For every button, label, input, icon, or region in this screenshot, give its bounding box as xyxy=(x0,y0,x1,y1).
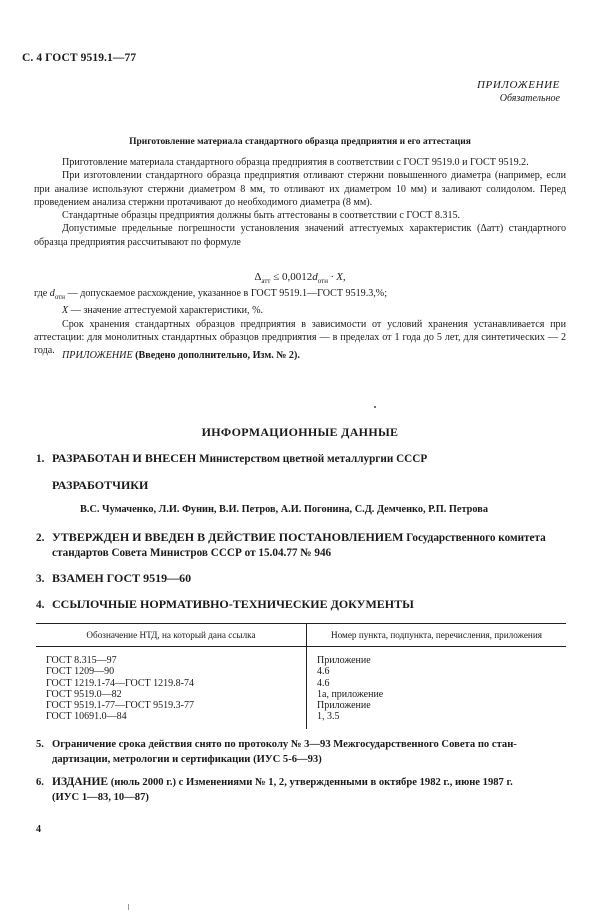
table-row xyxy=(36,700,566,711)
paragraph: При изготовлении стандартного образца предприятия отливают стержни повышенного диаметра (например, если при анализе используют стержни диаметром 8 мм, то отливают их диаметром 10 мм) и заливают солидолом. Перед проведением анализа стержни протачивают до необходимого диаметра (8 мм). xyxy=(34,170,566,208)
where-x: X xyxy=(62,305,69,317)
item-caps: УТВЕРЖДЕН И ВВЕДЕН В ДЕЙСТВИЕ ПОСТАНОВЛЕНИЕМ xyxy=(52,530,404,544)
info-item-2 xyxy=(36,530,566,561)
appendix-note-text: (Введено дополнительно, Изм. № 2). xyxy=(132,350,300,361)
info-item-4 xyxy=(36,597,566,613)
item-text: Государственного комитета xyxy=(403,532,546,544)
table-row xyxy=(36,711,566,728)
where-line-1 xyxy=(34,287,566,304)
where-line-2 xyxy=(34,304,566,317)
info-item-3 xyxy=(36,571,566,587)
formula-delta: Δ xyxy=(254,271,262,283)
appendix-label xyxy=(477,79,560,105)
paragraph: Стандартные образцы предприятия должны быть аттестованы в соответствии с ГОСТ 8.315. xyxy=(62,210,461,222)
item-text: Ограничение срока действия снято по протоколу № 3—93 Межгосударственного Совета по стан- xyxy=(52,739,517,750)
page-number: 4 xyxy=(36,824,41,835)
formula-d-sub: отн xyxy=(317,277,328,286)
table-cell-ref: 1, 3.5 xyxy=(317,711,340,723)
table-cell-ref: Приложение xyxy=(317,700,371,712)
info-item-5 xyxy=(36,737,566,767)
item-text: (июль 2000 г.) с Изменениями № 1, 2, утвержденными в октябре 1982 г., июне 1987 г. xyxy=(108,777,513,788)
where-prefix: где xyxy=(34,288,50,299)
developers-label: РАЗРАБОТЧИКИ xyxy=(52,478,149,492)
table-cell-doc: ГОСТ 9519.0—82 xyxy=(36,689,307,700)
table-cell-ref: 4.6 xyxy=(317,677,330,689)
item-number: 2. xyxy=(36,532,45,544)
formula-op: ≤ 0,0012 xyxy=(270,271,313,283)
info-title: ИНФОРМАЦИОННЫЕ ДАННЫЕ xyxy=(201,425,399,439)
paragraph: Допустимые предельные погрешности установления значений аттестуемых характеристик (Δатт) стандартного образца предприятия рассчитывают по формуле xyxy=(34,223,566,248)
info-item-1 xyxy=(36,451,566,467)
formula-rhs: · X, xyxy=(327,271,346,283)
reference-table xyxy=(36,623,566,729)
item-number: 6. xyxy=(36,777,44,788)
table-cell-doc: ГОСТ 10691.0—84 xyxy=(36,711,307,728)
scan-mark xyxy=(128,904,129,910)
table-header-cell: Обозначение НТД, на который дана ссылка xyxy=(36,624,307,647)
item-caps: ССЫЛОЧНЫЕ НОРМАТИВНО-ТЕХНИЧЕСКИЕ ДОКУМЕНТЫ xyxy=(52,597,414,611)
item-number: 5. xyxy=(36,739,44,750)
item-number: 3. xyxy=(36,573,45,585)
item-number: 4. xyxy=(36,599,45,611)
info-item-6 xyxy=(36,775,566,805)
table-row xyxy=(36,666,566,677)
item-caps: ВЗАМЕН ГОСТ 9519—60 xyxy=(52,571,192,585)
table-cell-ref: Приложение xyxy=(317,655,371,666)
developers-list: В.С. Чумаченко, Л.И. Фунин, В.И. Петров, А.И. Погонина, С.Д. Демченко, Р.П. Петрова xyxy=(80,504,488,515)
item-continuation: стандартов Совета Министров СССР от 15.04.77 № 946 xyxy=(52,547,332,559)
where-d-text: — допускаемое расхождение, указанное в ГОСТ 9519.1—ГОСТ 9519.3,%; xyxy=(65,288,388,299)
paragraph: Приготовление материала стандартного образца предприятия в соответствии с ГОСТ 9519.0 и ГОСТ 9519.2. xyxy=(62,157,529,168)
table-header-cell: Номер пункта, подпункта, перечисления, приложения xyxy=(307,624,567,647)
table-row xyxy=(36,689,566,700)
where-d: d xyxy=(49,288,55,299)
formula-where xyxy=(34,287,566,358)
table-cell-doc: ГОСТ 8.315—97 xyxy=(36,647,307,667)
stray-dot xyxy=(374,406,376,408)
formula-delta-sub: атт xyxy=(261,277,271,286)
item-number: 1. xyxy=(36,453,45,465)
table-cell-doc: ГОСТ 1219.1-74—ГОСТ 1219.8-74 xyxy=(36,678,307,689)
item-continuation: (ИУС 1—83, 10—87) xyxy=(52,792,149,803)
body-paragraphs xyxy=(34,156,566,249)
appendix-note xyxy=(62,350,300,361)
table-cell-ref: 4.6 xyxy=(317,666,330,678)
formula xyxy=(0,271,600,285)
item-continuation: дартизации, метрологии и сертификации (ИУС 5-6—93) xyxy=(52,754,322,765)
appendix-subtitle: Обязательное xyxy=(499,93,560,104)
table-cell-ref: 1а, приложение xyxy=(317,688,384,700)
where-x-text: — значение аттестуемой характеристики, %. xyxy=(68,305,264,317)
formula-d: d xyxy=(312,271,318,283)
item-caps: ИЗДАНИЕ xyxy=(52,776,109,788)
table-cell-doc: ГОСТ 9519.1-77—ГОСТ 9519.3-77 xyxy=(36,700,307,711)
storage-paragraph: Срок хранения стандартных образцов предприятия в зависимости от условий хранения устанавливается при аттестации: для монолитных стандартных образцов предприятия — в пределах от 1 года до 5 лет, для синтетических — 2 года. xyxy=(34,318,566,357)
table-row xyxy=(36,678,566,689)
appendix-note-label: ПРИЛОЖЕНИЕ xyxy=(62,350,133,361)
item-caps: РАЗРАБОТАН И ВНЕСЕН xyxy=(52,451,197,465)
where-d-sub: отн xyxy=(54,293,66,302)
table-cell-doc: ГОСТ 1209—90 xyxy=(36,666,307,677)
table-header-row xyxy=(36,624,566,647)
table-row xyxy=(36,647,566,667)
section-title: Приготовление материала стандартного образца предприятия и его аттестация xyxy=(129,137,471,147)
appendix-title: ПРИЛОЖЕНИЕ xyxy=(477,79,560,91)
page-header: С. 4 ГОСТ 9519.1—77 xyxy=(22,52,137,64)
item-text: Министерством цветной металлургии СССР xyxy=(196,453,428,465)
